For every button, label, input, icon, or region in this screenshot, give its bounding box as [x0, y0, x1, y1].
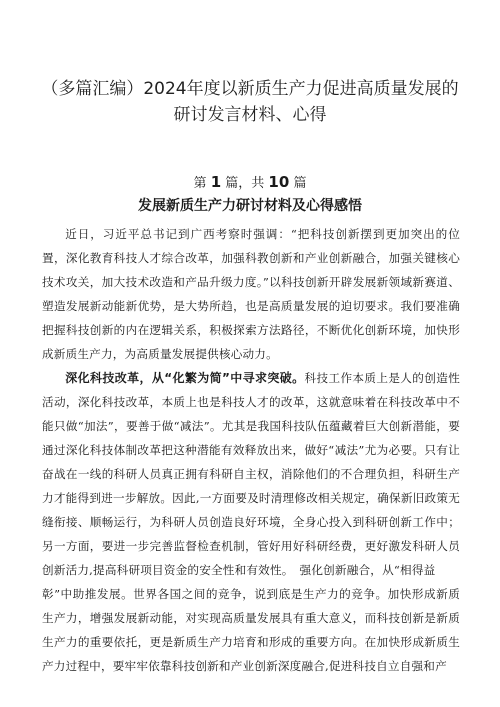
- paragraph-reform: [42, 366, 460, 582]
- paragraph-reform-lead: 深化科技改革，从“化繁为简”中寻求突破。: [65, 371, 305, 385]
- chapter-prefix: 第: [193, 176, 207, 191]
- section-subtitle: 发展新质生产力研讨材料及心得感悟: [138, 198, 362, 214]
- chapter-number: 1: [210, 173, 222, 191]
- chapter-middle: 篇，共: [225, 176, 265, 191]
- paragraph-integration: 彰”中助推发展。世界各国之间的竞争，说到底是生产力的竞争。加快形成新质生产力，增强发展新动能，对实现高质量发展具有重大意义，而科技创新是新质生产力的重要依托，更是新质生产力培育和形成的重要方向。在加快形成新质生产力过程中，要牢牢依靠科技创新和产业创新深度融合,促进科技自立自强和产: [42, 587, 460, 673]
- chapter-total: 10: [268, 173, 290, 191]
- document-title: （多篇汇编）2024年度以新质生产力促进高质量发展的研讨发言材料、心得: [41, 79, 459, 125]
- document-body: [42, 222, 460, 678]
- chapter-indicator: [0, 172, 500, 194]
- paragraph-intro: 近日，习近平总书记到广西考察时强调：“把科技创新摆到更加突出的位置，深化教育科技人才综合改革，加强科教创新和产业创新融合，加强关键核心技术攻关，加大技术改造和产品升级力度。”以科技创新开辟发展新领域新赛道、塑造发展新动能新优势，是大势所趋，也是高质量发展的迫切要求。我们要准确把握科技创新的内在逻辑关系，积极探索方法路径，不断优化创新环境，加快形成新质生产力，为高质量发展提供核心动力。: [42, 227, 460, 361]
- chapter-suffix: 篇: [293, 176, 307, 191]
- paragraph-reform-body: 科技工作本质上是人的创造性活动，深化科技改革，本质上也是科技人才的改革，这就意味着在科技改革中不能只做“加法”，要善于做“减法”。尤其是我国科技队伍蕴藏着巨大创新潜能，要通过深化科技体制改革把这种潜能有效释放出来，做好“减法”尤为必要。只有让奋战在一线的科研人员真正拥有科研自主权，消除他们的不合理负担，科研生产力才能得到进一步解放。因此,一方面要及时清理修改相关规定，确保新旧政策无缝衔接、顺畅运行，为科研人员创造良好环境，全身心投入到科研创新工作中；另一方面，要进一步完善监督检查机制，管好用好科研经费，更好激发科研人员创新活力,提高科研项目资金的安全性和有效性。 强化创新融合，从“相得益: [42, 371, 460, 577]
